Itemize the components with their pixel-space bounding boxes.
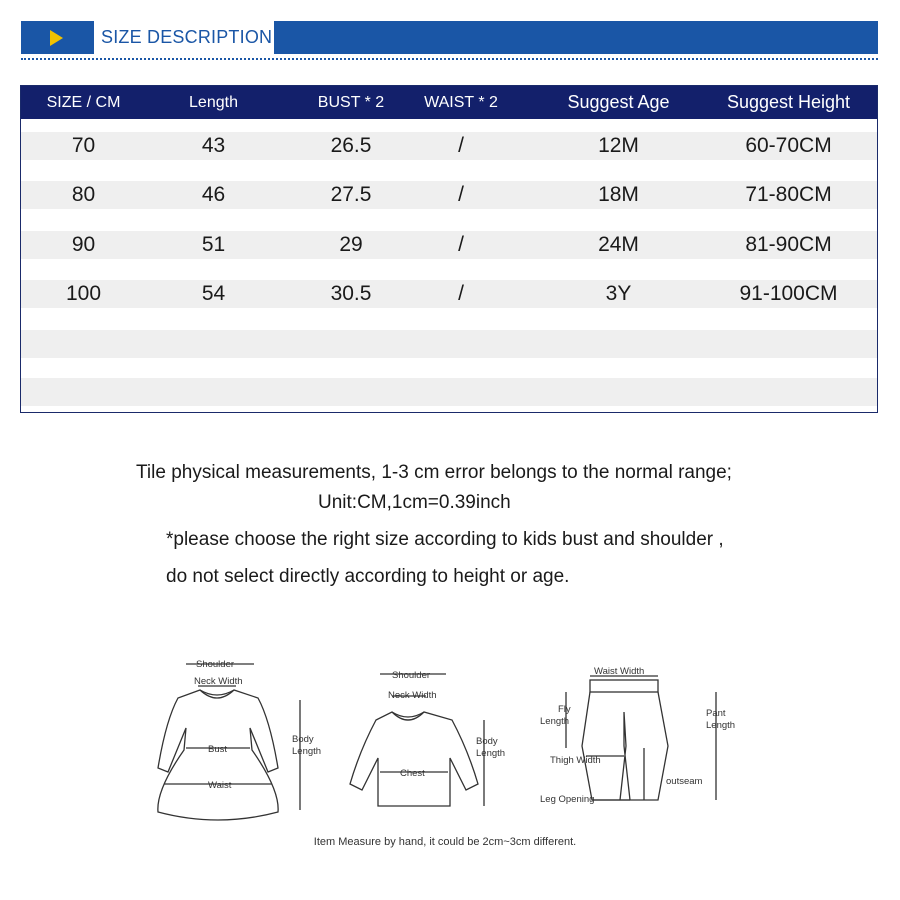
cell-bust: 29 xyxy=(339,233,363,256)
cell-length: 46 xyxy=(201,183,226,206)
label-pants-outseam: outseam xyxy=(666,776,703,787)
note-line-1: Tile physical measurements, 1-3 cm error belongs to the normal range; xyxy=(136,462,732,483)
label-pants-length-1: Pant xyxy=(706,708,726,719)
cell-bust: 27.5 xyxy=(330,183,372,206)
col-header-length: Length xyxy=(189,94,238,111)
label-shirt-shoulder: Shoulder xyxy=(392,670,431,681)
table-row xyxy=(21,231,877,259)
cell-height: 60-70CM xyxy=(745,134,832,157)
label-shirt-body-1: Body xyxy=(476,736,498,747)
label-dress-waist: Waist xyxy=(208,780,232,791)
label-pants-fly-1: Fly xyxy=(558,704,571,715)
col-header-size: SIZE / CM xyxy=(46,94,121,111)
table-row xyxy=(21,280,877,308)
label-dress-shoulder: Shoulder xyxy=(196,659,235,670)
label-dress-neck-width: Neck Width xyxy=(194,676,243,687)
dress-outline xyxy=(158,690,278,820)
label-pants-thigh-width: Thigh Width xyxy=(550,755,601,766)
cell-age: 12M xyxy=(598,134,639,157)
table-row-empty xyxy=(21,378,877,406)
section-header-bar xyxy=(21,21,878,54)
table-row xyxy=(21,132,877,160)
cell-waist: / xyxy=(458,233,464,256)
cell-bust: 26.5 xyxy=(330,134,372,157)
cell-waist: / xyxy=(458,134,464,157)
shirt-outline xyxy=(350,712,478,806)
cell-size: 80 xyxy=(71,183,96,206)
cell-age: 18M xyxy=(598,183,639,206)
cell-waist: / xyxy=(458,183,464,206)
cell-bust: 30.5 xyxy=(330,282,372,305)
cell-age: 24M xyxy=(598,233,639,256)
col-header-height: Suggest Height xyxy=(726,92,851,112)
cell-age: 3Y xyxy=(605,282,632,305)
label-pants-length-2: Length xyxy=(706,720,736,731)
cell-height: 91-100CM xyxy=(739,282,838,305)
dotted-divider xyxy=(21,58,878,60)
table-row xyxy=(21,181,877,209)
table-header xyxy=(21,86,877,119)
cell-length: 54 xyxy=(201,282,226,305)
note-line-2: Unit:CM,1cm=0.39inch xyxy=(318,492,511,513)
section-title: SIZE DESCRIPTION xyxy=(101,27,273,47)
note-line-4: do not select directly according to height or age. xyxy=(166,566,570,587)
col-header-waist: WAIST * 2 xyxy=(424,94,498,111)
label-dress-body-1: Body xyxy=(292,734,314,745)
note-line-3: *please choose the right size according to kids bust and shoulder , xyxy=(166,529,724,550)
measurement-diagrams xyxy=(130,650,770,850)
table-row-empty xyxy=(21,330,877,358)
label-pants-waist-width: Waist Width xyxy=(594,666,645,677)
label-shirt-chest: Chest xyxy=(400,768,425,779)
size-table xyxy=(20,85,878,413)
cell-length: 43 xyxy=(201,134,226,157)
col-header-bust: BUST * 2 xyxy=(317,94,385,111)
cell-length: 51 xyxy=(201,233,226,256)
cell-height: 81-90CM xyxy=(745,233,832,256)
label-pants-leg-opening: Leg Opening xyxy=(540,794,595,805)
cell-size: 70 xyxy=(71,134,96,157)
pants-outline xyxy=(582,680,668,800)
label-shirt-neck-width: Neck Width xyxy=(388,690,437,701)
label-dress-bust: Bust xyxy=(208,744,228,755)
play-arrow-icon xyxy=(21,21,94,54)
measure-caption: Item Measure by hand, it could be 2cm~3cm different. xyxy=(313,836,577,848)
label-shirt-body-2: Length xyxy=(476,748,506,759)
col-header-age: Suggest Age xyxy=(567,92,670,112)
cell-height: 71-80CM xyxy=(745,183,832,206)
label-pants-fly-2: Length xyxy=(540,716,570,727)
cell-size: 90 xyxy=(71,233,96,256)
label-dress-body-2: Length xyxy=(292,746,322,757)
cell-size: 100 xyxy=(65,282,102,305)
cell-waist: / xyxy=(458,282,464,305)
